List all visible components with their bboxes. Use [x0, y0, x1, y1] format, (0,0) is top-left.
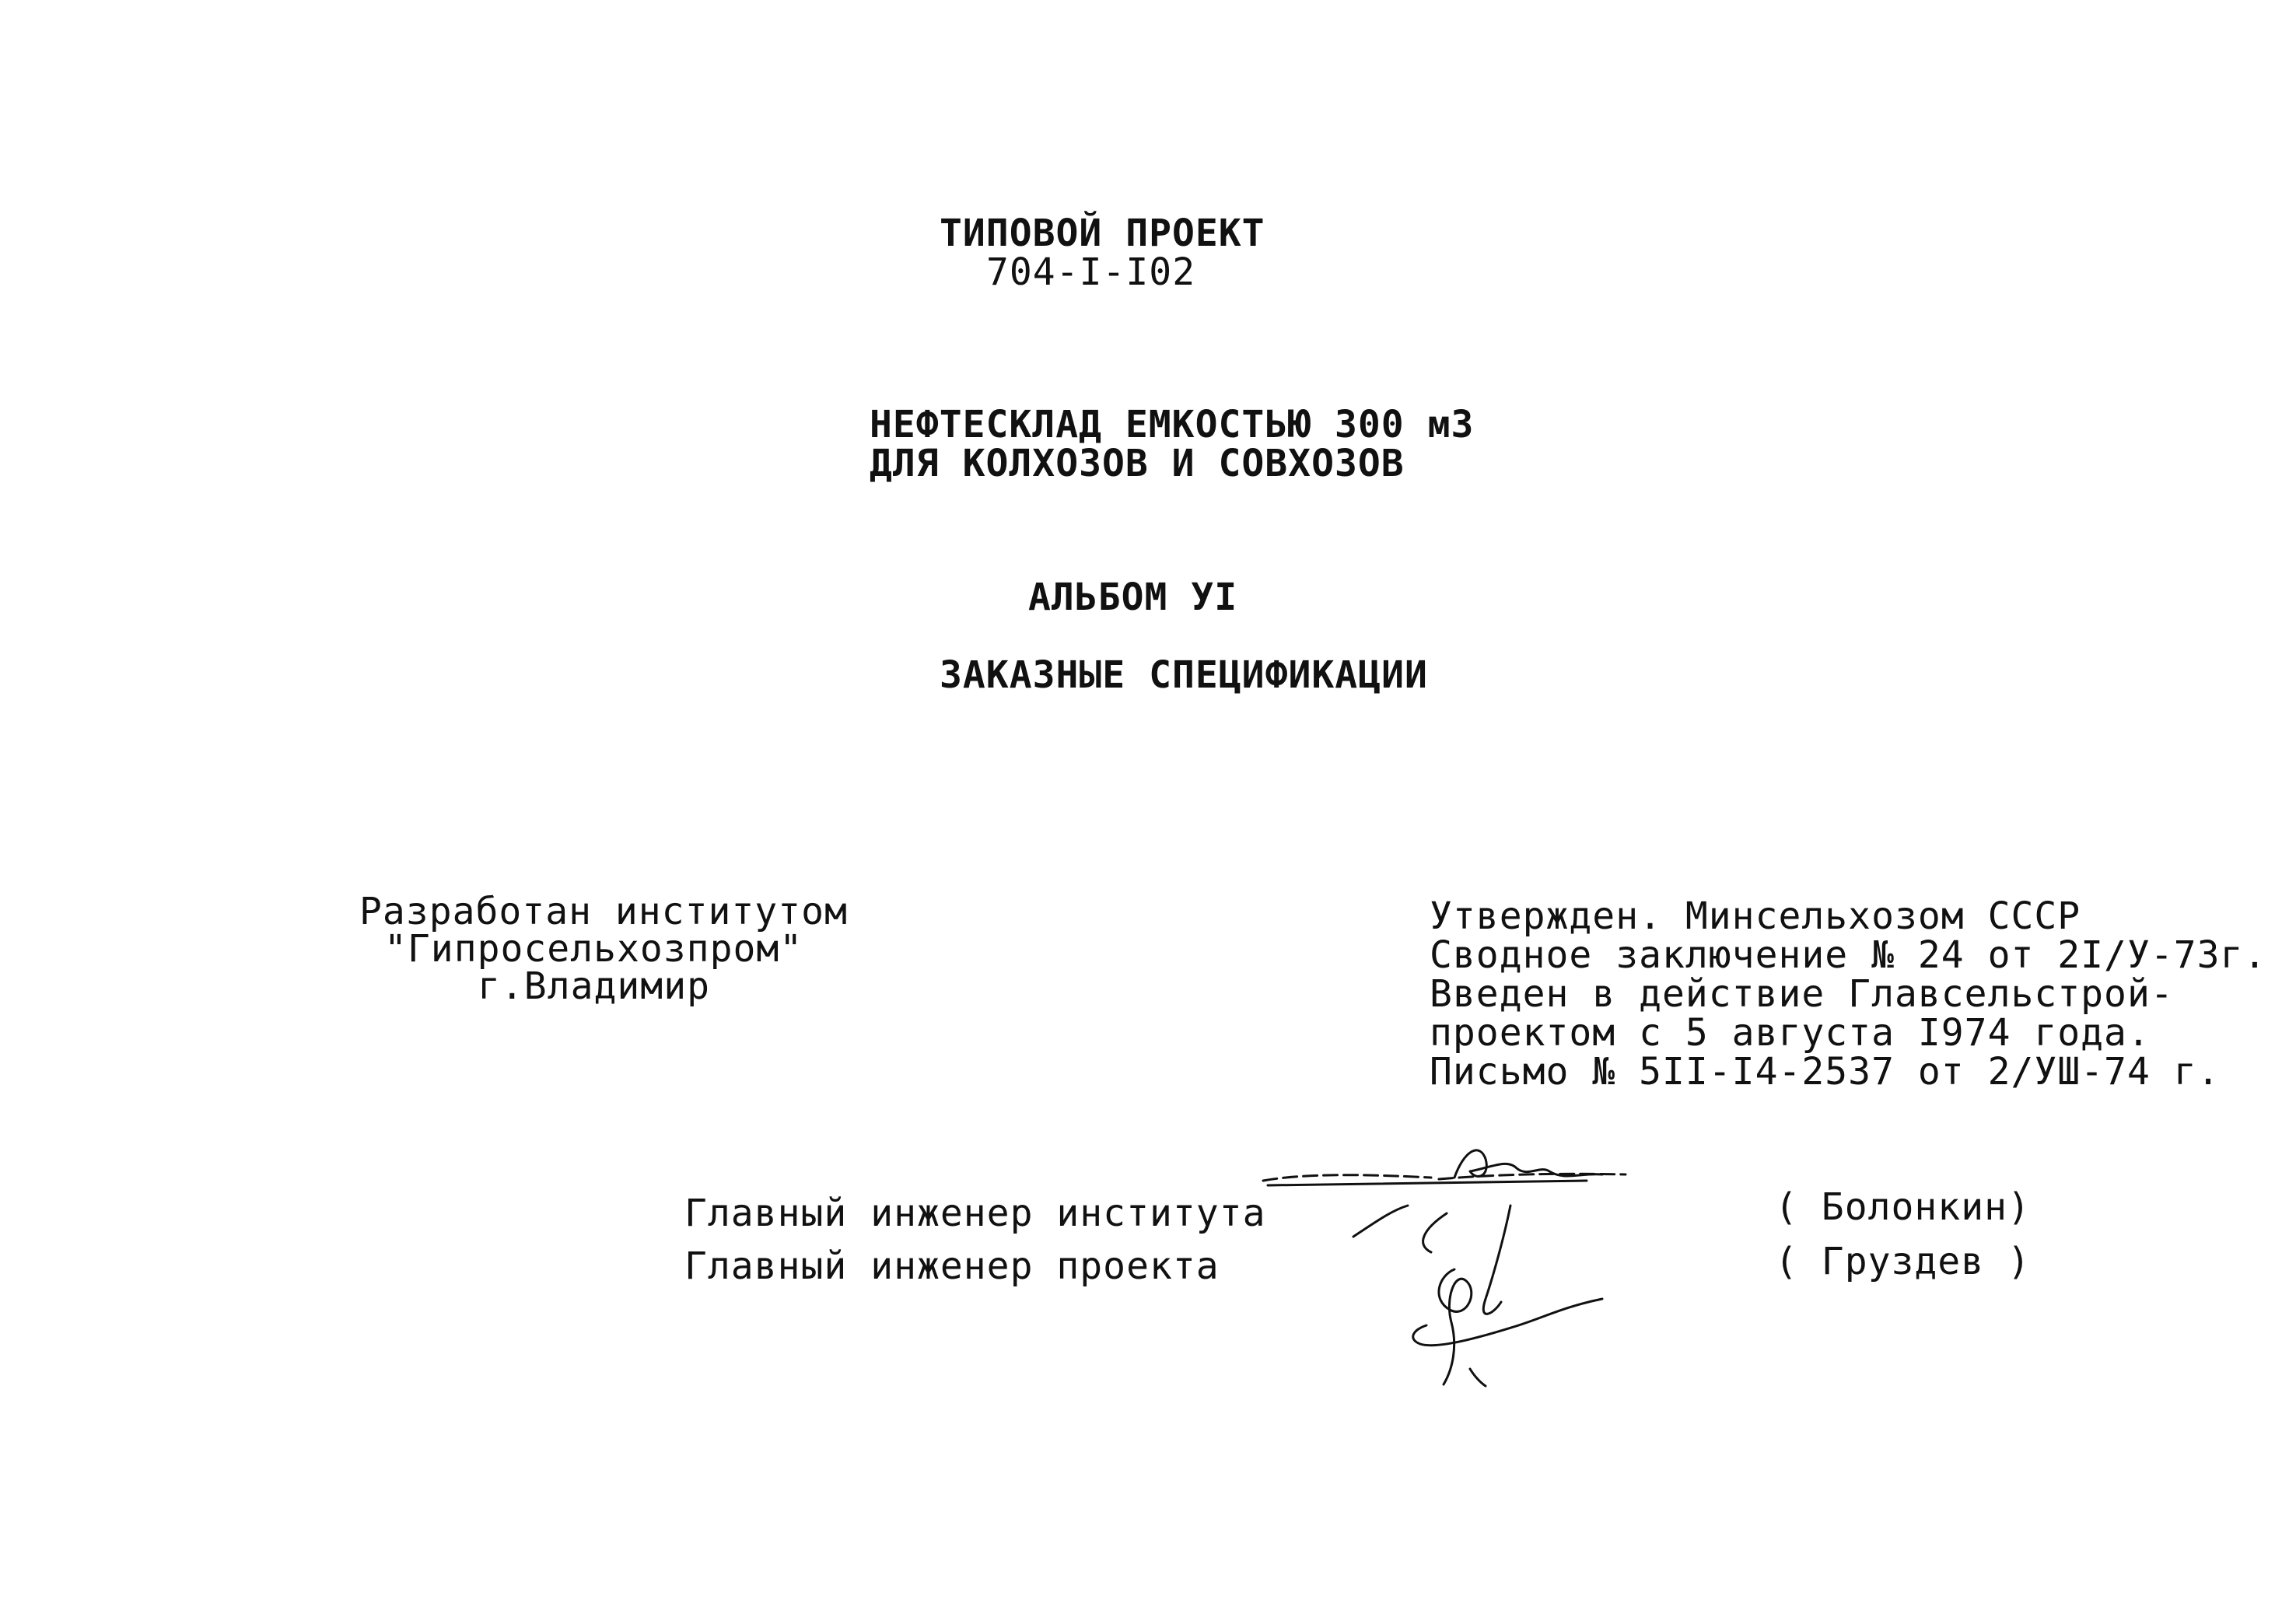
signature-name-project: ( Груздев )	[1775, 1240, 2031, 1283]
approval-line3: Введен в действие Главсельстрой-	[1430, 972, 2174, 1016]
handwritten-signature-icon	[1260, 1136, 1742, 1392]
approval-line5: Письмо № 5II-I4-2537 от 2/УШ-74 г.	[1430, 1050, 2221, 1094]
developer-line2: "Гипросельхозпром"	[384, 927, 803, 971]
signature-role-institute: Главный инженер института	[684, 1192, 1266, 1235]
developer-line1: Разработан институтом	[359, 890, 848, 933]
approval-line4: проектом с 5 августа I974 года.	[1430, 1011, 2151, 1055]
project-type-label: ТИПОВОЙ ПРОЕКТ	[940, 212, 1265, 255]
developer-line3: г.Владимир	[478, 964, 710, 1008]
album-title: ЗАКАЗНЫЕ СПЕЦИФИКАЦИИ	[940, 653, 1428, 697]
project-subject-line1: НЕФТЕСКЛАД ЕМКОСТЬЮ 300 м3	[870, 403, 1475, 446]
project-subject-line2: ДЛЯ КОЛХОЗОВ И СОВХОЗОВ	[870, 442, 1405, 485]
approval-line2: Сводное заключение № 24 от 2I/У-73г.	[1430, 933, 2267, 977]
approval-line1: Утвержден. Минсельхозом СССР	[1430, 894, 2081, 938]
signature-role-project: Главный инженер проекта	[684, 1244, 1220, 1288]
signature-name-institute: ( Болонкин)	[1775, 1185, 2031, 1229]
project-number: 704-I-I02	[986, 250, 1196, 294]
album-label: АЛЬБОМ УI	[1028, 576, 1238, 619]
